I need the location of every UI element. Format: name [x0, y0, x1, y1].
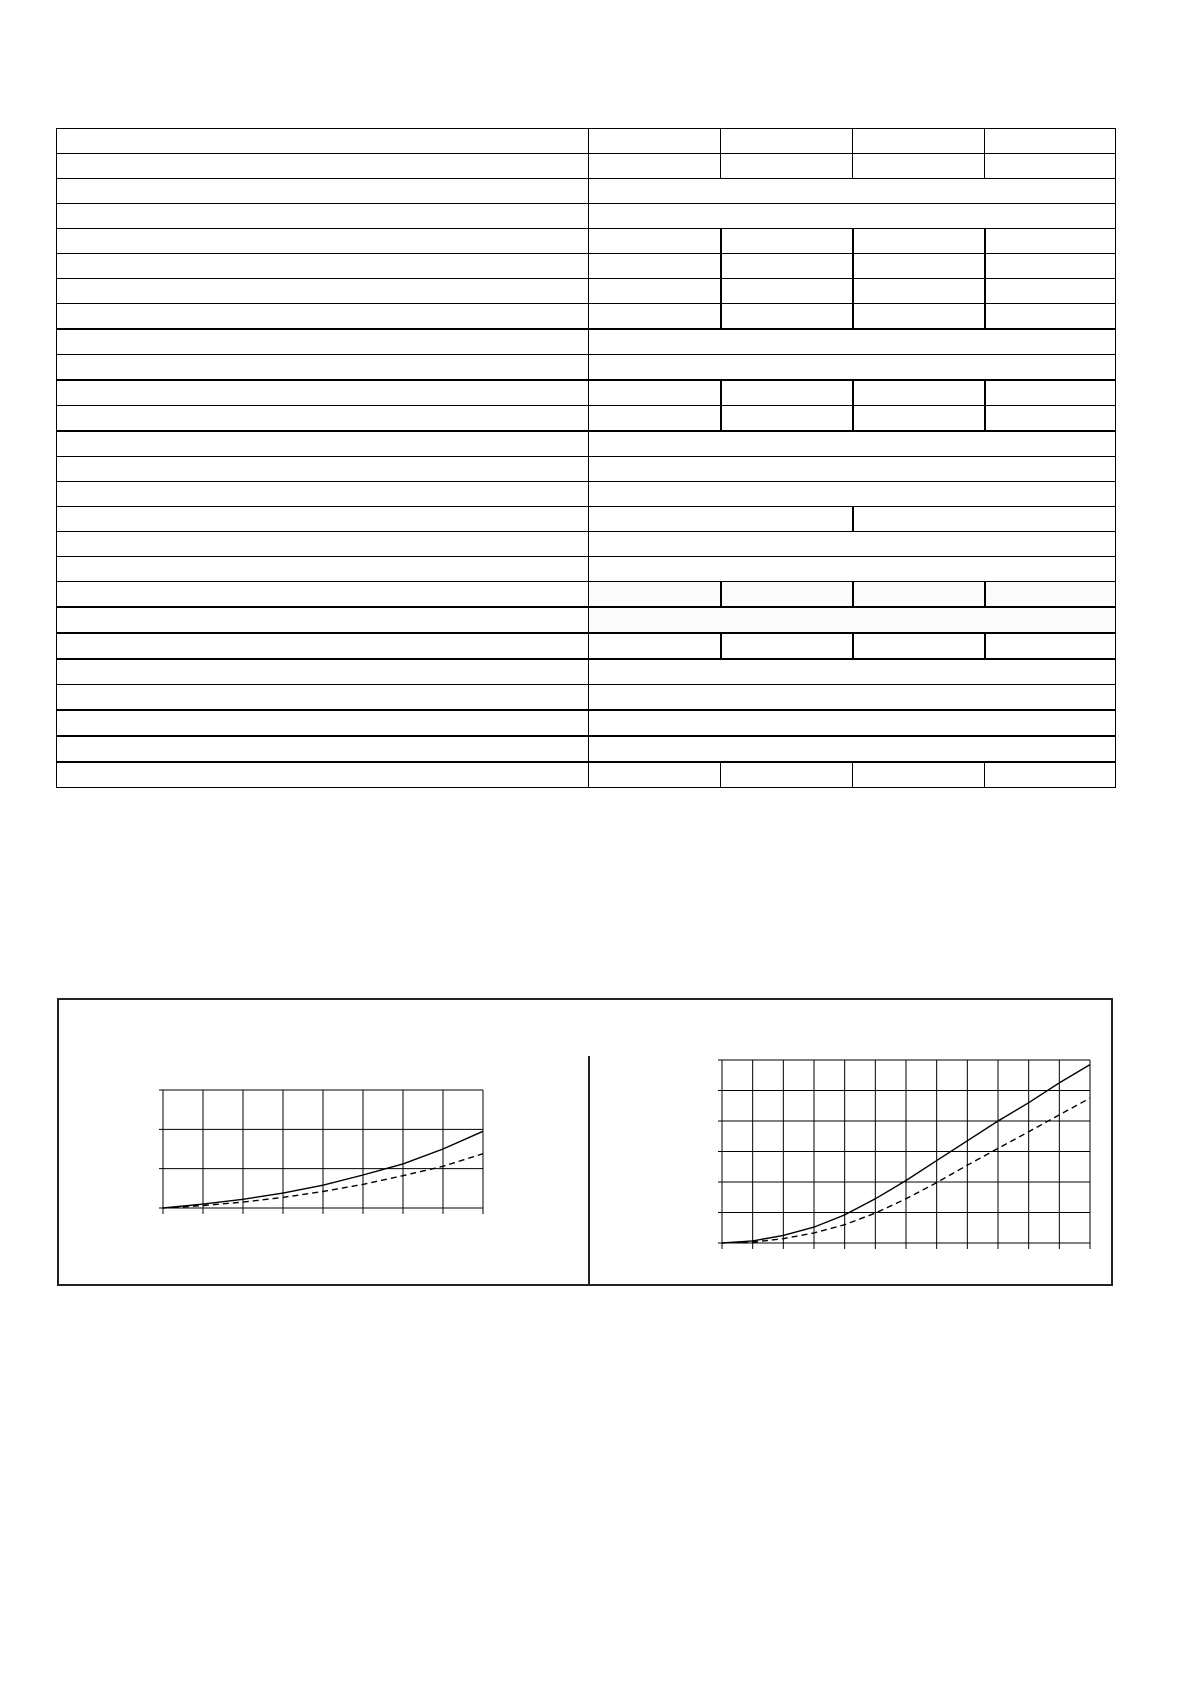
- value-cell: [721, 406, 853, 432]
- value-cell: [985, 406, 1116, 432]
- value-cell: [589, 179, 1116, 204]
- value-cell: [721, 154, 853, 179]
- value-cell: [589, 582, 721, 608]
- value-cell: [985, 304, 1116, 330]
- row-label-cell: [57, 154, 589, 179]
- value-cell: [589, 229, 721, 254]
- value-cell: [985, 154, 1116, 179]
- row-label-cell: [57, 380, 589, 406]
- row-label-cell: [57, 179, 589, 204]
- value-cell: [589, 431, 1116, 457]
- value-cell: [721, 633, 853, 659]
- value-cell: [853, 254, 985, 279]
- value-cell: [589, 736, 1116, 762]
- table-row: [57, 482, 1116, 507]
- value-cell: [853, 582, 985, 608]
- value-cell: [589, 507, 853, 532]
- table-row: [57, 582, 1116, 608]
- value-cell: [853, 406, 985, 432]
- chart-left: [163, 1090, 483, 1218]
- value-cell: [721, 582, 853, 608]
- value-cell: [589, 685, 1116, 711]
- value-cell: [589, 406, 721, 432]
- value-cell: [589, 482, 1116, 507]
- table-row: [57, 557, 1116, 582]
- row-label-cell: [57, 736, 589, 762]
- table-row: [57, 659, 1116, 685]
- table-row: [57, 355, 1116, 381]
- row-label-cell: [57, 229, 589, 254]
- value-cell: [985, 254, 1116, 279]
- table-row: [57, 457, 1116, 482]
- table-row: [57, 154, 1116, 179]
- row-label-cell: [57, 254, 589, 279]
- value-cell: [589, 762, 721, 788]
- value-cell: [589, 607, 1116, 633]
- row-label-cell: [57, 762, 589, 788]
- value-cell: [853, 279, 985, 304]
- value-cell: [853, 507, 1116, 532]
- table-row: [57, 762, 1116, 788]
- value-cell: [589, 659, 1116, 685]
- value-cell: [721, 304, 853, 330]
- spec-table-body: [57, 129, 1116, 788]
- value-cell: [853, 633, 985, 659]
- table-row: [57, 329, 1116, 355]
- row-label-cell: [57, 582, 589, 608]
- value-cell: [985, 229, 1116, 254]
- value-cell: [721, 762, 853, 788]
- table-row: [57, 710, 1116, 736]
- chart-divider: [588, 1056, 590, 1286]
- table-row: [57, 607, 1116, 633]
- value-cell: [985, 279, 1116, 304]
- row-label-cell: [57, 482, 589, 507]
- value-cell: [589, 279, 721, 304]
- row-label-cell: [57, 557, 589, 582]
- value-cell: [589, 457, 1116, 482]
- table-row: [57, 633, 1116, 659]
- row-label-cell: [57, 406, 589, 432]
- table-row: [57, 229, 1116, 254]
- table-row: [57, 532, 1116, 557]
- row-label-cell: [57, 457, 589, 482]
- value-cell: [589, 710, 1116, 736]
- table-row: [57, 685, 1116, 711]
- table-row: [57, 179, 1116, 204]
- table-row: [57, 279, 1116, 304]
- row-label-cell: [57, 507, 589, 532]
- value-cell: [721, 380, 853, 406]
- value-cell: [589, 129, 721, 154]
- value-cell: [589, 254, 721, 279]
- row-label-cell: [57, 685, 589, 711]
- value-cell: [853, 129, 985, 154]
- row-label-cell: [57, 304, 589, 330]
- value-cell: [721, 279, 853, 304]
- value-cell: [589, 304, 721, 330]
- value-cell: [589, 355, 1116, 381]
- value-cell: [985, 633, 1116, 659]
- row-label-cell: [57, 710, 589, 736]
- value-cell: [853, 304, 985, 330]
- value-cell: [985, 582, 1116, 608]
- value-cell: [853, 380, 985, 406]
- chart-panel: [57, 998, 1113, 1286]
- table-row: [57, 304, 1116, 330]
- value-cell: [589, 557, 1116, 582]
- row-label-cell: [57, 204, 589, 229]
- row-label-cell: [57, 329, 589, 355]
- value-cell: [721, 229, 853, 254]
- spec-table: [56, 128, 1116, 788]
- value-cell: [721, 129, 853, 154]
- value-cell: [589, 380, 721, 406]
- chart-right: [722, 1060, 1090, 1253]
- table-row: [57, 204, 1116, 229]
- table-row: [57, 406, 1116, 432]
- value-cell: [985, 380, 1116, 406]
- table-row: [57, 507, 1116, 532]
- table-row: [57, 736, 1116, 762]
- row-label-cell: [57, 532, 589, 557]
- row-label-cell: [57, 633, 589, 659]
- value-cell: [589, 633, 721, 659]
- value-cell: [589, 154, 721, 179]
- row-label-cell: [57, 659, 589, 685]
- value-cell: [853, 229, 985, 254]
- row-label-cell: [57, 279, 589, 304]
- table-row: [57, 380, 1116, 406]
- table-row: [57, 129, 1116, 154]
- table-row: [57, 254, 1116, 279]
- value-cell: [589, 532, 1116, 557]
- value-cell: [589, 329, 1116, 355]
- row-label-cell: [57, 607, 589, 633]
- value-cell: [853, 154, 985, 179]
- row-label-cell: [57, 129, 589, 154]
- value-cell: [589, 204, 1116, 229]
- row-label-cell: [57, 431, 589, 457]
- table-row: [57, 431, 1116, 457]
- value-cell: [985, 129, 1116, 154]
- row-label-cell: [57, 355, 589, 381]
- value-cell: [853, 762, 985, 788]
- value-cell: [985, 762, 1116, 788]
- value-cell: [721, 254, 853, 279]
